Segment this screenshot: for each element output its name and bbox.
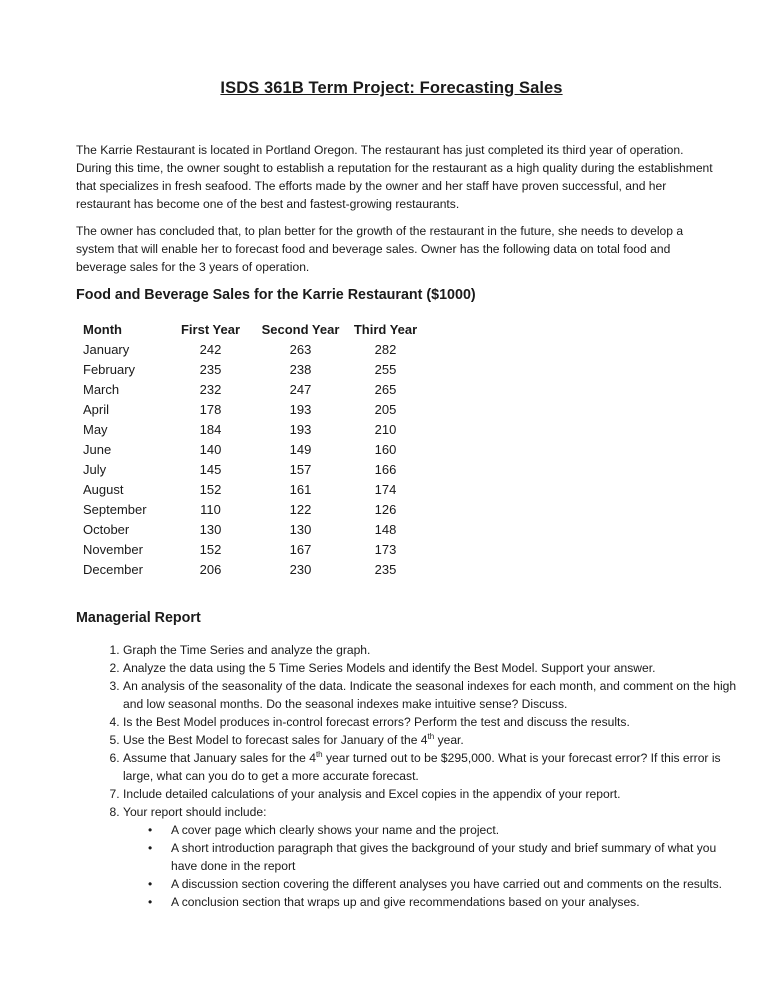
sales-table <box>78 320 423 580</box>
report-item-text: An analysis of the seasonality of the data. Indicate the seasonal indexes for each month, and comment on the high and low seasonal months. Do the seasonal indexes make intuitive sense? Discuss. <box>123 679 737 711</box>
cell-month: August <box>83 482 124 497</box>
cell-first-year: 140 <box>199 442 222 457</box>
report-item <box>123 731 743 749</box>
superscript: th <box>315 749 323 759</box>
cell-month: November <box>83 542 143 557</box>
cell-second-year: 247 <box>289 382 312 397</box>
report-item-text: Assume that January sales for the 4 <box>123 751 316 765</box>
report-sublist <box>123 821 743 911</box>
table-header-row <box>78 320 423 340</box>
cell-month: April <box>83 402 110 417</box>
table-row <box>78 420 423 440</box>
cell-third-year: 126 <box>374 502 397 517</box>
report-item-text: Graph the Time Series and analyze the graph. <box>123 643 371 657</box>
report-item-text: Is the Best Model produces in-control forecast errors? Perform the test and discuss the results. <box>123 715 630 729</box>
bullet-icon: • <box>148 895 153 909</box>
cell-second-year: 167 <box>289 542 312 557</box>
table-row <box>78 560 423 580</box>
cell-second-year: 157 <box>289 462 312 477</box>
cell-second-year: 130 <box>289 522 312 537</box>
report-subitem <box>148 875 743 893</box>
cell-third-year: 235 <box>374 562 397 577</box>
superscript: th <box>427 731 435 741</box>
column-header-month: Month <box>83 322 122 337</box>
cell-first-year: 232 <box>199 382 222 397</box>
cell-month: October <box>83 522 130 537</box>
report-item <box>123 803 743 911</box>
table-row <box>78 480 423 500</box>
table-row <box>78 460 423 480</box>
cell-month: December <box>83 562 143 577</box>
bullet-icon: • <box>148 841 153 855</box>
report-item <box>123 785 743 803</box>
cell-third-year: 174 <box>374 482 397 497</box>
cell-third-year: 148 <box>374 522 397 537</box>
cell-third-year: 210 <box>374 422 397 437</box>
cell-second-year: 263 <box>289 342 312 357</box>
report-item <box>123 641 743 659</box>
cell-second-year: 238 <box>289 362 312 377</box>
table-row <box>78 500 423 520</box>
table-row <box>78 520 423 540</box>
report-item <box>123 659 743 677</box>
table-heading: Food and Beverage Sales for the Karrie Restaurant ($1000) <box>76 287 476 303</box>
cell-first-year: 152 <box>199 482 222 497</box>
bullet-icon: • <box>148 877 153 891</box>
cell-month: September <box>83 502 147 517</box>
table-row <box>78 360 423 380</box>
cell-third-year: 255 <box>374 362 397 377</box>
cell-month: February <box>83 362 136 377</box>
cell-month: May <box>83 422 108 437</box>
cell-second-year: 193 <box>289 422 312 437</box>
column-header-first-year: First Year <box>180 322 241 337</box>
cell-month: June <box>83 442 112 457</box>
report-subitem-text: A conclusion section that wraps up and give recommendations based on your analyses. <box>171 895 640 909</box>
cell-third-year: 205 <box>374 402 397 417</box>
report-item-text: Analyze the data using the 5 Time Series Models and identify the Best Model. Support your answer. <box>123 661 656 675</box>
cell-second-year: 161 <box>289 482 312 497</box>
cell-first-year: 206 <box>199 562 222 577</box>
cell-first-year: 235 <box>199 362 222 377</box>
cell-second-year: 230 <box>289 562 312 577</box>
report-subitem-text: A cover page which clearly shows your name and the project. <box>171 823 500 837</box>
cell-first-year: 145 <box>199 462 222 477</box>
report-item-text: Use the Best Model to forecast sales for January of the 4 <box>123 733 428 747</box>
table-row <box>78 540 423 560</box>
page-title: ISDS 361B Term Project: Forecasting Sales <box>220 79 563 97</box>
report-subitem <box>148 893 743 911</box>
report-item-text: Your report should include: <box>123 805 267 819</box>
table-row <box>78 380 423 400</box>
bullet-icon: • <box>148 823 153 837</box>
column-header-third-year: Third Year <box>353 322 418 337</box>
cell-first-year: 242 <box>199 342 222 357</box>
cell-month: July <box>83 462 107 477</box>
report-subitem <box>148 839 743 875</box>
sales-table-body <box>78 340 423 580</box>
column-header-second-year: Second Year <box>261 322 340 337</box>
cell-second-year: 193 <box>289 402 312 417</box>
intro-paragraph-2: The owner has concluded that, to plan better for the growth of the restaurant in the future, she needs to develop a system that will enable her to forecast food and beverage sales. Owner has the following data on total food and beverage sales for the 3 years of operation. <box>76 224 684 274</box>
cell-second-year: 122 <box>289 502 312 517</box>
intro-paragraph-1: The Karrie Restaurant is located in Portland Oregon. The restaurant has just completed its third year of operation. During this time, the owner sought to establish a reputation for the restaurant as a high quality during the establishment that specializes in fresh seafood. The efforts made by the owner and her staff have proven successful, and her restaurant has become one of the best and fastest-growing restaurants. <box>76 143 713 211</box>
cell-third-year: 265 <box>374 382 397 397</box>
report-item-text: year. <box>434 733 464 747</box>
cell-first-year: 178 <box>199 402 222 417</box>
report-item <box>123 677 743 713</box>
report-heading: Managerial Report <box>76 610 201 626</box>
cell-third-year: 173 <box>374 542 397 557</box>
cell-first-year: 110 <box>200 502 221 517</box>
report-item <box>123 749 743 785</box>
report-item-text: Include detailed calculations of your analysis and Excel copies in the appendix of your report. <box>123 787 621 801</box>
report-item <box>123 713 743 731</box>
report-subitem-text: A discussion section covering the different analyses you have carried out and comments on the results. <box>171 877 723 891</box>
cell-third-year: 282 <box>374 342 397 357</box>
table-row <box>78 400 423 420</box>
cell-first-year: 152 <box>199 542 222 557</box>
cell-third-year: 166 <box>374 462 397 477</box>
table-row <box>78 440 423 460</box>
cell-month: March <box>83 382 120 397</box>
report-subitem-text: A short introduction paragraph that gives the background of your study and brief summary of what you have done in the report <box>171 841 717 873</box>
cell-first-year: 130 <box>199 522 222 537</box>
report-item-text: year turned out to be $295,000. What is your forecast error? If this error is large, what can you do to get a more accurate forecast. <box>123 751 721 783</box>
cell-first-year: 184 <box>199 422 222 437</box>
report-subitem <box>148 821 743 839</box>
cell-month: January <box>83 342 130 357</box>
cell-third-year: 160 <box>374 442 397 457</box>
table-row <box>78 340 423 360</box>
report-list <box>90 641 743 911</box>
cell-second-year: 149 <box>289 442 312 457</box>
